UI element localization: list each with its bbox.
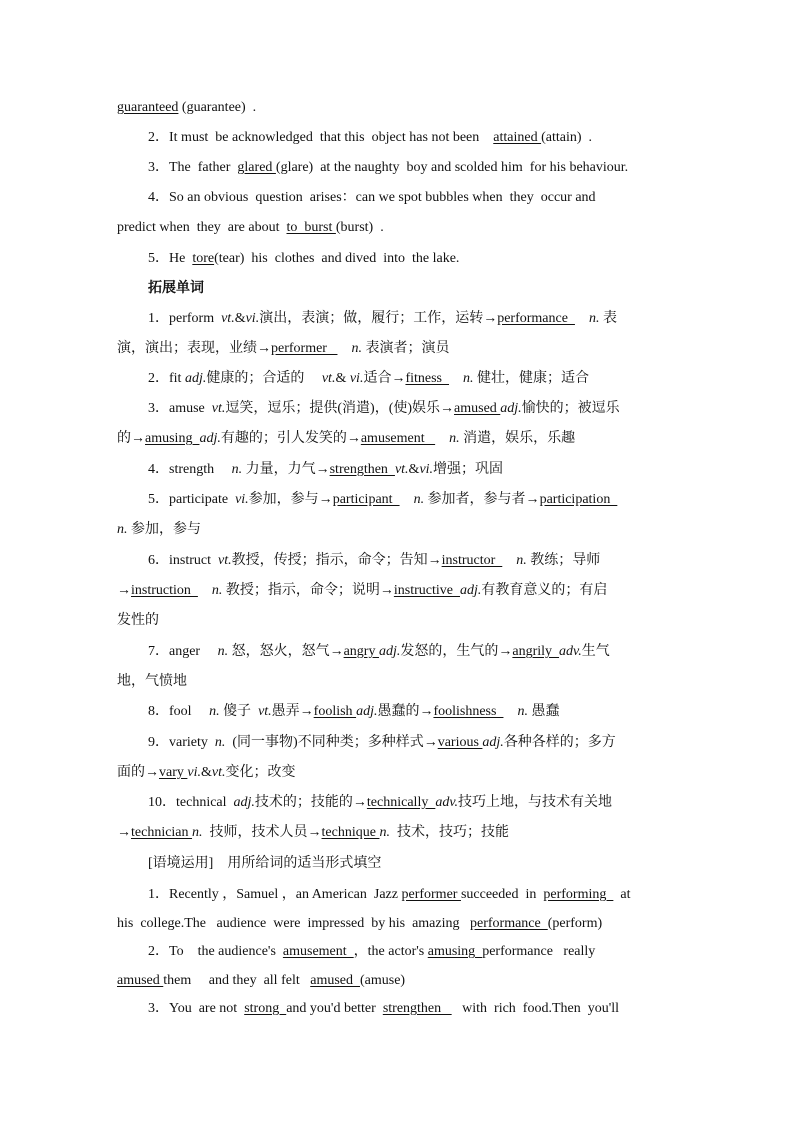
text-span: 参加者，参与者→: [424, 492, 540, 507]
text-span: 7．anger: [148, 644, 218, 659]
answer-blank: foolishness: [433, 704, 504, 719]
text-span: 面的→: [117, 765, 159, 780]
answer-blank: amusing: [145, 431, 200, 446]
text-span: succeeded in: [460, 887, 544, 902]
text-span: adj.: [356, 704, 378, 719]
text-span: 愚蠢的→: [377, 704, 434, 719]
text-span: vi.: [235, 492, 249, 507]
answer-blank: performance: [497, 311, 575, 326]
text-span: 教授；指示，命令；说明→: [222, 583, 394, 598]
text-span: 有教育意义的；有启: [481, 583, 608, 598]
text-span: (perform): [547, 916, 603, 931]
text-span: 消遣，娱乐，乐趣: [459, 431, 576, 446]
answer-blank: amusement: [360, 431, 436, 446]
text-span: 参加，参与: [127, 522, 201, 537]
answer-blank: instructor: [441, 553, 503, 568]
text-span: ，the actor's: [353, 944, 428, 959]
text-span: 各种各样的；多方: [503, 735, 616, 750]
text-line: [117, 581, 687, 603]
text-span: 3．The father: [148, 160, 238, 175]
text-line: [148, 369, 718, 391]
text-line: [148, 733, 718, 755]
answer-blank: angry: [343, 644, 379, 659]
text-span: 逗笑，逗乐；提供(消遣)，(使)娱乐→: [225, 401, 455, 416]
text-span: vt.: [321, 371, 336, 386]
text-line: [117, 98, 687, 120]
text-span: (glare) at the naughty boy and scolded him for his behaviour.: [275, 160, 629, 175]
text-span: 1．perform: [148, 311, 222, 326]
text-span: adj.: [378, 644, 401, 659]
text-span: vt.: [211, 401, 226, 416]
text-span: 3．You are not: [148, 1001, 245, 1016]
text-span: 9．variety: [148, 735, 215, 750]
text-span: 的→: [117, 431, 145, 446]
text-span: 3．amuse: [148, 401, 212, 416]
answer-blank: vary: [159, 765, 188, 780]
text-span: 力量，力气→: [242, 462, 330, 477]
text-span: and you'd better: [286, 1001, 383, 1016]
text-span: [503, 704, 517, 719]
text-span: adj.: [500, 401, 522, 416]
text-span: 有趣的；引人发笑的→: [220, 431, 361, 446]
answer-blank: performer: [401, 887, 461, 902]
text-span: n.: [214, 735, 226, 750]
text-span: 8．fool: [148, 704, 210, 719]
text-span: 5．He: [148, 251, 193, 266]
text-span: 参加，参与→: [248, 492, 333, 507]
text-line: [148, 999, 718, 1021]
text-span: 10．technical: [148, 795, 234, 810]
text-span: vt.: [218, 553, 232, 568]
text-line: [148, 188, 718, 210]
text-span: 6．instruct: [148, 553, 218, 568]
answer-blank: attained: [493, 130, 542, 145]
text-span: 地，气愤地: [117, 674, 187, 689]
text-span: vi.: [349, 371, 364, 386]
text-span: 健康的；合适的: [206, 371, 322, 386]
text-line: [148, 490, 718, 512]
text-span: them and they all felt: [163, 973, 311, 988]
text-span: 演，演出；表现，业绩→: [117, 341, 271, 356]
text-span: 增强；巩固: [433, 462, 504, 477]
text-span: adj.: [184, 371, 207, 386]
text-span: n.: [211, 583, 223, 598]
text-span: [449, 371, 463, 386]
text-span: [337, 341, 351, 356]
text-span: performance really: [482, 944, 596, 959]
text-span: 技术，技巧；技能: [389, 825, 509, 840]
text-span: n.: [351, 341, 362, 356]
text-line: [148, 309, 718, 331]
answer-blank: foolish: [313, 704, 357, 719]
text-span: n.: [449, 431, 460, 446]
text-span: [语境运用] 用所给词的适当形式填空: [148, 856, 382, 871]
text-span: 健壮，健康；适合: [473, 371, 590, 386]
text-span: 4．So an obvious question arises：can we spot bubbles when they occur and: [148, 190, 596, 205]
text-span: vt.: [211, 765, 226, 780]
text-span: &: [408, 462, 420, 477]
text-span: 技巧上地，与技术有关地: [458, 795, 613, 810]
text-span: (guarantee) .: [178, 100, 257, 115]
text-span: n.: [516, 553, 527, 568]
text-line: [148, 942, 718, 964]
text-span: 愚弄→: [271, 704, 314, 719]
answer-blank: performing: [543, 887, 614, 902]
text-span: with rich food.Then you'll: [451, 1001, 620, 1016]
text-span: 教练；导师: [526, 553, 601, 568]
text-line: [117, 672, 687, 694]
text-span: 1．Recently ，Samuel ，an American Jazz: [148, 887, 402, 902]
text-line: [148, 702, 718, 724]
answer-blank: amusement: [282, 944, 354, 959]
answer-blank: technique: [321, 825, 380, 840]
text-span: 表演者；演员: [361, 341, 450, 356]
answer-blank: strengthen: [329, 462, 395, 477]
text-line: [117, 429, 687, 451]
text-span: (同一事物)不同种类；多种样式→: [225, 735, 438, 750]
text-span: his college.The audience were impressed by his amazing: [117, 916, 470, 931]
text-span: n.: [463, 371, 474, 386]
answer-blank: performer: [271, 341, 338, 356]
answer-blank: various: [437, 735, 483, 750]
answer-blank: technically: [366, 795, 436, 810]
text-span: at: [613, 887, 631, 902]
text-span: &: [335, 371, 350, 386]
answer-blank: amused: [454, 401, 501, 416]
text-span: 5．participate: [148, 492, 236, 507]
answer-blank: amused: [117, 973, 164, 988]
answer-blank: instructive: [393, 583, 460, 598]
text-span: [502, 553, 516, 568]
text-span: (amuse): [360, 973, 406, 988]
text-span: 发怒的，生气的→: [400, 644, 513, 659]
answer-blank: participation: [539, 492, 618, 507]
text-span: 拓展单词: [148, 281, 204, 296]
text-span: adv.: [435, 795, 459, 810]
text-span: 2．To the audience's: [148, 944, 283, 959]
text-span: n.: [413, 492, 425, 507]
text-line: [117, 520, 687, 542]
text-span: 发性的: [117, 613, 159, 628]
text-span: 愚蠢: [527, 704, 560, 719]
text-span: n.: [231, 462, 243, 477]
text-line: [148, 158, 718, 180]
text-span: [435, 431, 449, 446]
text-line: [117, 914, 687, 936]
text-span: predict when they are about: [117, 220, 287, 235]
text-span: 演出，表演；做，履行；工作，运转→: [259, 311, 498, 326]
text-line: [148, 460, 718, 482]
text-span: n.: [588, 311, 600, 326]
answer-blank: strong: [244, 1001, 287, 1016]
text-span: →: [117, 583, 131, 598]
text-span: n.: [209, 704, 220, 719]
answer-blank: glared: [237, 160, 276, 175]
text-line: [117, 339, 687, 361]
text-line: [148, 279, 718, 301]
text-span: &: [234, 311, 246, 326]
text-span: vt.: [394, 462, 409, 477]
text-span: 2．fit: [148, 371, 185, 386]
answer-blank: amusing: [427, 944, 483, 959]
answer-blank: technician: [131, 825, 193, 840]
text-line: [117, 763, 687, 785]
text-span: 适合→: [363, 371, 406, 386]
text-span: 表: [599, 311, 617, 326]
text-span: vt.: [258, 704, 272, 719]
text-span: 技师，技术人员→: [202, 825, 322, 840]
answer-blank: angrily: [512, 644, 560, 659]
text-line: [148, 854, 718, 876]
text-span: vi.: [419, 462, 434, 477]
text-line: [148, 249, 718, 271]
text-span: [198, 583, 212, 598]
answer-blank: to burst: [286, 220, 336, 235]
text-span: [400, 492, 414, 507]
text-span: 2．It must be acknowledged that this object has not been: [148, 130, 494, 145]
answer-blank: guaranteed: [117, 100, 179, 115]
text-span: [575, 311, 589, 326]
text-span: vi.: [245, 311, 260, 326]
text-span: vt.: [221, 311, 235, 326]
text-span: n.: [117, 522, 128, 537]
text-span: 教授，传授；指示，命令；告知→: [231, 553, 442, 568]
text-span: adj.: [482, 735, 504, 750]
text-span: 4．strength: [148, 462, 232, 477]
text-span: n.: [517, 704, 528, 719]
text-span: adj.: [199, 431, 221, 446]
text-line: [148, 885, 718, 907]
answer-blank: participant: [332, 492, 400, 507]
text-span: 技术的；技能的→: [254, 795, 367, 810]
text-span: 傻子: [219, 704, 259, 719]
answer-blank: fitness: [405, 371, 450, 386]
text-line: [117, 823, 687, 845]
text-line: [117, 218, 687, 240]
text-span: adv.: [559, 644, 582, 659]
text-line: [117, 971, 687, 993]
answer-blank: instruction: [131, 583, 198, 598]
text-span: adj.: [460, 583, 482, 598]
answer-blank: strengthen: [382, 1001, 452, 1016]
text-span: &: [201, 765, 212, 780]
answer-blank: amused: [310, 973, 360, 988]
text-line: [117, 611, 687, 633]
text-span: (attain) .: [541, 130, 592, 145]
text-span: vi.: [187, 765, 201, 780]
answer-blank: tore: [192, 251, 215, 266]
text-span: 愉快的；被逗乐: [521, 401, 620, 416]
text-span: adj.: [233, 795, 255, 810]
text-line: [148, 642, 718, 664]
answer-blank: performance: [470, 916, 548, 931]
text-line: [148, 793, 718, 815]
text-line: [148, 128, 718, 150]
text-span: 生气: [581, 644, 610, 659]
text-span: 变化；改变: [225, 765, 296, 780]
text-span: →: [117, 825, 131, 840]
text-span: n.: [379, 825, 390, 840]
text-span: (burst) .: [335, 220, 384, 235]
text-line: [148, 551, 718, 573]
text-span: n.: [192, 825, 203, 840]
text-span: 怒，怒火，怒气→: [228, 644, 344, 659]
text-span: (tear) his clothes and dived into the lake.: [214, 251, 460, 266]
text-span: n.: [217, 644, 229, 659]
text-line: [148, 399, 718, 421]
